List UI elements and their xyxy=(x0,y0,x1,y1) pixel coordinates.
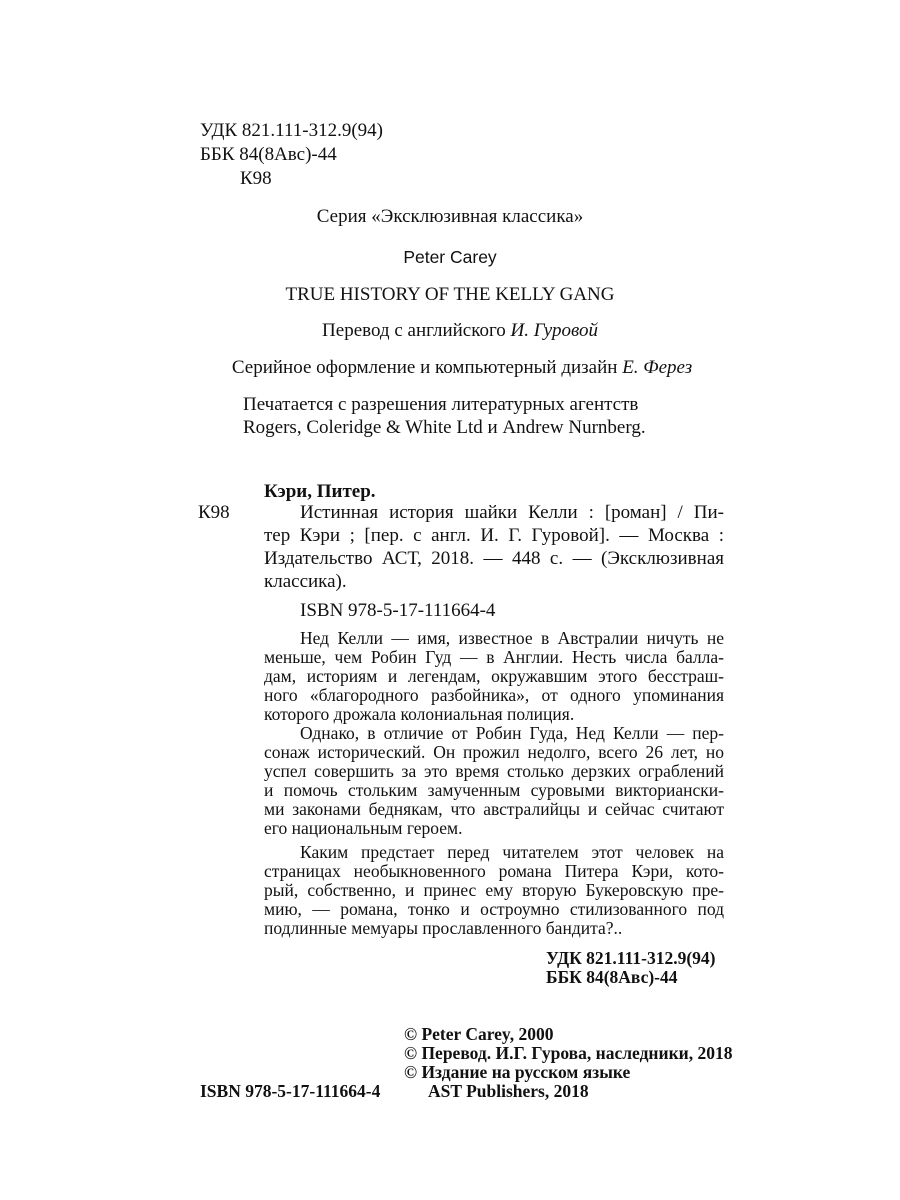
publisher-copyright: AST Publishers, 2018 xyxy=(428,1081,589,1101)
catalog-mark: К98 xyxy=(198,502,230,523)
bbk-code-top: ББК 84(8Авс)-44 xyxy=(200,144,337,165)
original-author: Peter Carey xyxy=(403,247,497,267)
catalog-author-heading: Кэри, Питер. xyxy=(264,481,376,502)
series-line: Серия «Эксклюзивная классика» xyxy=(316,206,584,227)
permission-line-1: Печатается с разрешения литературных агентств xyxy=(243,394,639,415)
catalog-entry-line: Издательство АСТ, 2018. — 448 с. — (Эксклюзивная xyxy=(264,548,724,569)
copyright-edition: © Издание на русском языке xyxy=(404,1062,631,1082)
annotation-line: Однако, в отличие от Робин Гуда, Нед Келли — пер- xyxy=(300,723,724,743)
catalog-entry-line: тер Кэри ; [пер. с англ. И. Г. Гуровой]. — Москва : xyxy=(264,525,724,546)
designer-name: Е. Ферез xyxy=(622,357,693,378)
translation-prefix: Перевод с английского xyxy=(322,320,506,341)
design-credit xyxy=(0,357,900,379)
translation-credit xyxy=(0,320,900,342)
author-mark-top: К98 xyxy=(240,168,272,189)
annotation-line: подлинные мемуары прославленного бандита?.. xyxy=(264,918,623,938)
copyright-author: © Peter Carey, 2000 xyxy=(404,1024,554,1044)
original-title: TRUE HISTORY OF THE KELLY GANG xyxy=(285,284,615,305)
annotation-line: Нед Келли — имя, известное в Австралии ничуть не xyxy=(300,628,724,648)
annotation-line: Каким предстает перед читателем этот человек на xyxy=(300,842,724,862)
annotation-line: ного «благородного разбойника», от одного упоминания xyxy=(264,685,724,705)
annotation-line: которого дрожала колониальная полиция. xyxy=(264,704,575,724)
annotation-line: рый, собственно, и принес ему вторую Букеровскую пре- xyxy=(264,880,724,900)
annotation-line: меньше, чем Робин Гуд — в Англии. Несть числа балла- xyxy=(264,647,724,667)
udk-code-top: УДК 821.111-312.9(94) xyxy=(200,120,383,141)
annotation-line: его национальным героем. xyxy=(264,818,463,838)
permission-line-2: Rogers, Coleridge & White Ltd и Andrew Nurnberg. xyxy=(243,417,646,438)
catalog-entry-line: Истинная история шайки Келли : [роман] / Пи- xyxy=(300,502,724,523)
annotation-line: сонаж исторический. Он прожил недолго, всего 26 лет, но xyxy=(264,742,724,762)
bbk-code-bottom: ББК 84(8Авс)-44 xyxy=(546,967,678,987)
translator-name: И. Гуровой xyxy=(510,320,598,341)
annotation-line: ми законами беднякам, что австралийцы и сейчас считают xyxy=(264,799,724,819)
annotation-line: и помочь стольким замученным суровыми викториански- xyxy=(264,780,724,800)
copyright-translation: © Перевод. И.Г. Гурова, наследники, 2018 xyxy=(404,1043,733,1063)
catalog-isbn: ISBN 978-5-17-111664-4 xyxy=(300,600,496,621)
catalog-entry-line: классика). xyxy=(264,571,347,592)
annotation-line: страницах необыкновенного романа Питера Кэри, кото- xyxy=(264,861,724,881)
udk-code-bottom: УДК 821.111-312.9(94) xyxy=(546,948,716,968)
isbn-bottom: ISBN 978-5-17-111664-4 xyxy=(200,1081,381,1101)
annotation-line: дам, историям и легендам, окружавшим этого бесстраш- xyxy=(264,666,724,686)
design-prefix: Серийное оформление и компьютерный дизайн xyxy=(231,357,618,378)
annotation-line: успел совершить за это время столько дерзких ограблений xyxy=(264,761,724,781)
annotation-line: мию, — романа, тонко и остроумно стилизованного под xyxy=(264,899,724,919)
